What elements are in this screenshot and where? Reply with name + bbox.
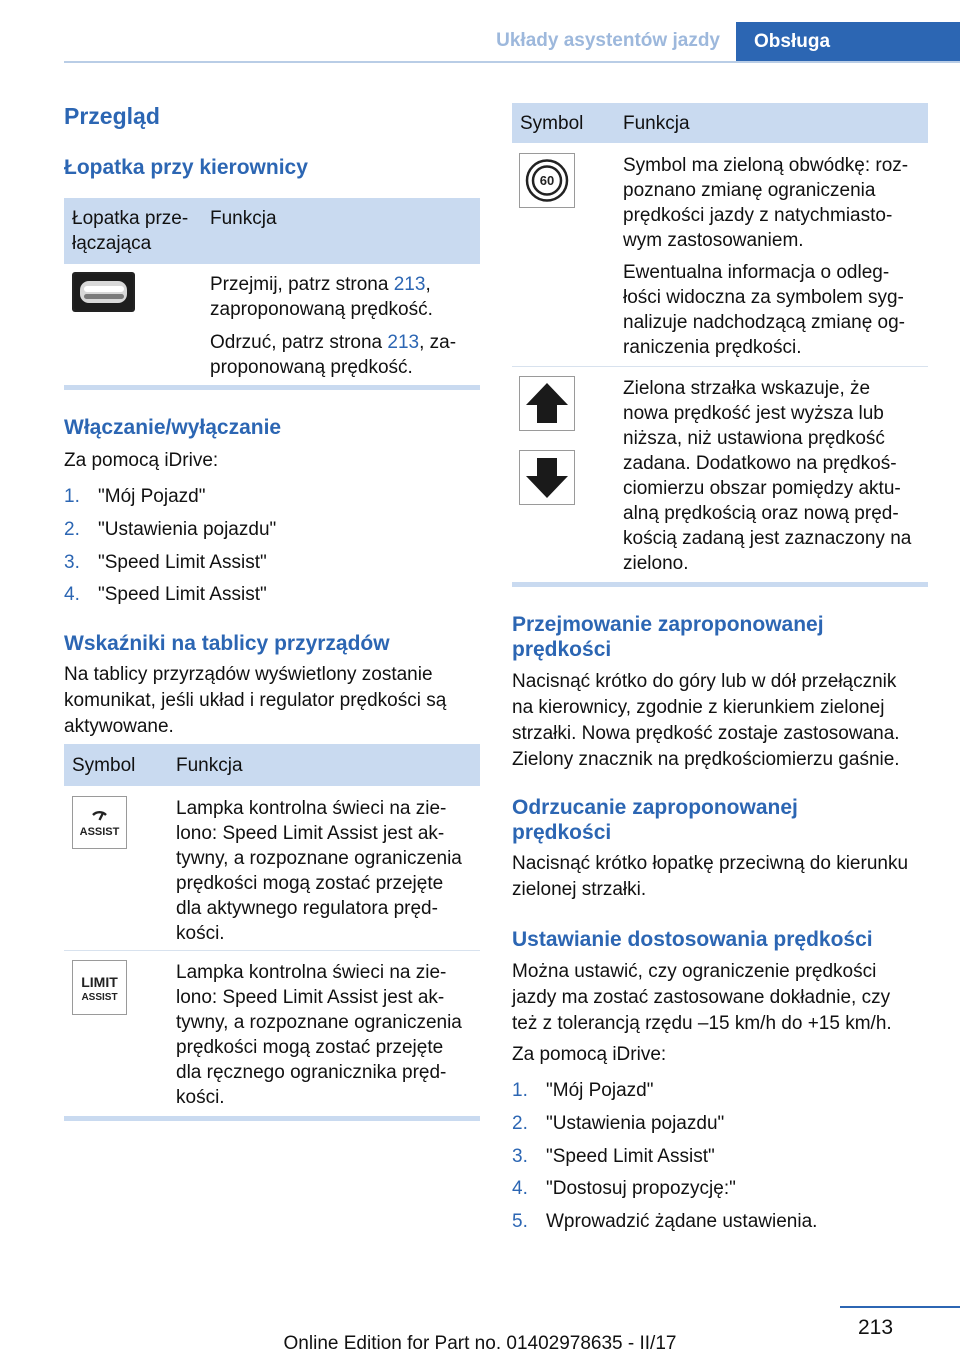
arrow-up-icon (519, 376, 575, 431)
list-item (512, 1209, 928, 1235)
assist-indicator-icon (72, 796, 127, 849)
limit-assist-indicator-text: Lampka kontrolna świeci na zie- lono: Speed Limit Assist jest ak- tywny, a rozpoznane ograniczenia prędkości mogą zostać przejęte dla ręcznego ogranicznika pręd- kości. (176, 962, 462, 1108)
arrow-down-icon (519, 450, 575, 505)
heading-indicators: Wskaźniki na tablicy przyrządów (64, 632, 390, 655)
page-link-accept[interactable]: 213 (393, 274, 426, 295)
step-number: 4. (64, 584, 80, 605)
arrow-description-text: Zielona strzałka wskazuje, że nowa prędkość jest wyższa lub niższa, niż ustawiona prędkość zadana. Dodatkowo na prędkoś- ciomierzu obszar pomiędzy aktu- alną prędkością oraz nową pręd- kością zadaną jest zaznaczony na zielono. (623, 378, 912, 574)
step-text: "Mój Pojazd" (98, 486, 206, 507)
step-number: 4. (512, 1178, 528, 1199)
speed-limit-sign-label: 60 (539, 173, 555, 188)
paddle-table-col2: Funkcja (210, 208, 277, 229)
step-number: 1. (512, 1080, 528, 1101)
page-number-rule (840, 1306, 960, 1308)
paddle-table-end (64, 385, 480, 390)
right-symbol-table-end (512, 582, 928, 587)
paddle-reject-text-a: Odrzuć, patrz strona (210, 332, 388, 353)
list-item (512, 1176, 928, 1202)
speed-limit-sign-icon (519, 153, 575, 208)
step-text: "Speed Limit Assist" (98, 552, 267, 573)
step-text: "Dostosuj propozycję:" (546, 1178, 736, 1199)
list-item (512, 1078, 928, 1104)
list-item (64, 582, 480, 608)
symbol-table-col2: Funkcja (176, 755, 243, 776)
step-text: "Speed Limit Assist" (98, 584, 267, 605)
running-header-section: Układy asystentów jazdy (496, 30, 720, 51)
step-text: "Ustawienia pojazdu" (546, 1113, 725, 1134)
paddle-accept-text-b: , zaproponowaną prędkość. (210, 274, 433, 320)
paddle-accept-text (210, 272, 433, 322)
heading-paddle: Łopatka przy kierownicy (64, 156, 308, 179)
step-text: "Mój Pojazd" (546, 1080, 654, 1101)
heading-adjust-speed: Ustawianie dostosowania prędkości (512, 928, 873, 951)
paddle-reject-text-b: , za- proponowaną prędkość. (210, 332, 457, 378)
header-rule (64, 61, 960, 63)
list-item (64, 550, 480, 576)
page-number: 213 (858, 1316, 894, 1339)
step-number: 2. (64, 519, 80, 540)
heading-onoff: Włączanie/wyłączanie (64, 416, 282, 439)
accept-speed-text: Nacisnąć krótko do góry lub w dół przełącznik na kierownicy, zgodnie z kierunkiem zielonej strzałki. Nowa prędkość zostaje zastosowana. Zielony znacznik na prędkościomierzu gaśnie. (512, 671, 900, 770)
speed-sign-text-2: Ewentualna informacja o odleg- łości widoczna za symbolem syg- nalizuje nadchodzącą zmianę og- raniczenia prędkości. (623, 262, 906, 358)
list-item (512, 1144, 928, 1170)
symbol-table-col1: Symbol (72, 755, 136, 776)
adjust-speed-text: Można ustawić, czy ograniczenie prędkości jazdy ma zostać zastosowane dokładnie, czy też z tolerancją rzędu –15 km/h do +15 km/h. (512, 961, 892, 1034)
limit-assist-icon-label: ASSIST (81, 992, 118, 1003)
speed-sign-text-1: Symbol ma zieloną obwódkę: roz- poznano zmianę ograniczenia prędkości jazdy z natychmiasto- wym zastosowaniem. (623, 155, 909, 251)
step-text: "Ustawienia pojazdu" (98, 519, 277, 540)
adjust-steps-list (512, 1078, 928, 1238)
paddle-accept-text-a: Przejmij, patrz strona (210, 274, 394, 295)
running-header-tab-label: Obsługa (754, 31, 831, 52)
symbol-table-end (64, 1116, 480, 1121)
paddle-table-col1: Łopatka prze- łączająca (72, 208, 189, 254)
reject-speed-text: Nacisnąć krótko łopatkę przeciwną do kierunku zielonej strzałki. (512, 853, 909, 900)
page-link-reject[interactable]: 213 (387, 332, 420, 353)
list-item (512, 1111, 928, 1137)
onoff-intro: Za pomocą iDrive: (64, 450, 219, 471)
row-divider (64, 950, 480, 951)
limit-icon-label: LIMIT (81, 974, 118, 990)
list-item (64, 484, 480, 510)
step-number: 3. (512, 1146, 528, 1167)
running-header-tab (736, 22, 960, 62)
assist-icon-label: ASSIST (79, 826, 120, 838)
limit-assist-indicator-icon (72, 960, 127, 1015)
heading-accept-speed: Przejmowanie zaproponowanej prędkości (512, 613, 824, 661)
heading-overview: Przegląd (64, 103, 160, 129)
right-symbol-table-col2: Funkcja (623, 113, 690, 134)
paddle-switch-icon (72, 272, 135, 312)
list-item (64, 517, 480, 543)
right-symbol-table-col1: Symbol (520, 113, 584, 134)
edition-footer: Online Edition for Part no. 01402978635 - II/17 (283, 1333, 677, 1354)
step-number: 5. (512, 1211, 528, 1232)
adjust-intro: Za pomocą iDrive: (512, 1044, 667, 1065)
assist-indicator-text: Lampka kontrolna świeci na zie- lono: Speed Limit Assist jest ak- tywny, a rozpoznane ograniczenia prędkości mogą zostać przejęte dla aktywnego regulatora pręd- kości. (176, 798, 462, 944)
row-divider (512, 366, 928, 367)
paddle-reject-text (210, 330, 456, 380)
step-text: "Speed Limit Assist" (546, 1146, 715, 1167)
onoff-steps-list (64, 484, 480, 614)
step-number: 1. (64, 486, 80, 507)
indicators-text: Na tablicy przyrządów wyświetlony zostanie komunikat, jeśli układ i regulator prędkości są aktywowane. (64, 664, 447, 737)
step-text: Wprowadzić żądane ustawienia. (546, 1211, 818, 1232)
step-number: 2. (512, 1113, 528, 1134)
heading-reject-speed: Odrzucanie zaproponowanej prędkości (512, 796, 798, 844)
step-number: 3. (64, 552, 80, 573)
